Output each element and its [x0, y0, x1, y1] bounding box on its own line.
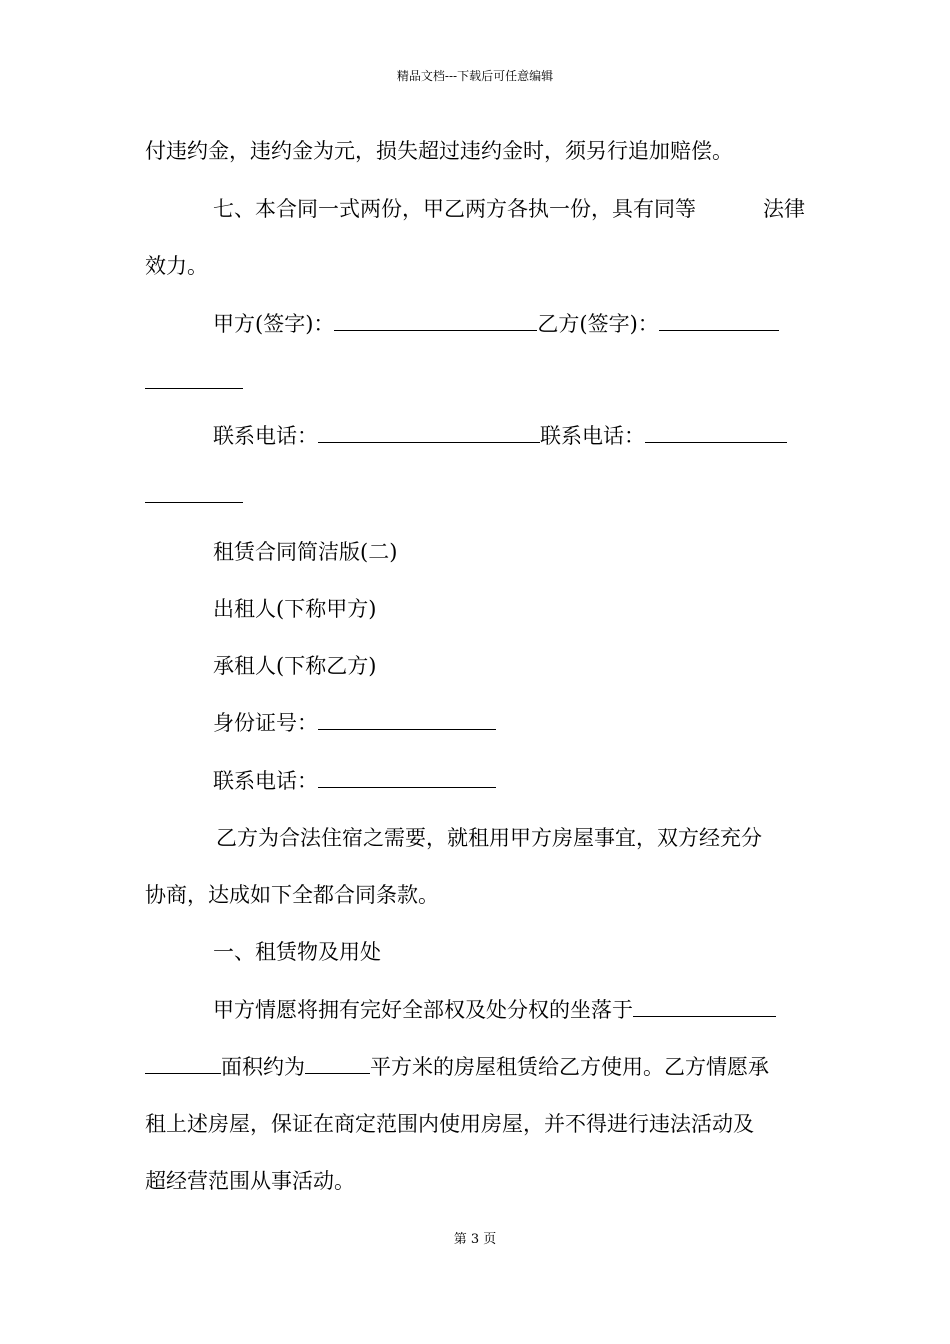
location-blank-cont	[145, 1052, 221, 1074]
usage-line: 租上述房屋，保证在商定范围内使用房屋，并不得进行违法活动及	[145, 1112, 754, 1136]
signature-blank-b-cont	[145, 388, 243, 389]
id-number-blank	[318, 708, 496, 730]
usage-line-cont: 超经营范围从事活动。	[145, 1169, 355, 1193]
area-blank	[305, 1052, 370, 1074]
phone-label-b: 联系电话：	[540, 424, 645, 448]
lessor-line: 出租人(下称甲方)	[213, 597, 377, 621]
id-number-label: 身份证号：	[213, 711, 318, 735]
signature-label-a: 甲方(签字)：	[213, 312, 335, 336]
paragraph-text: 付违约金，违约金为元，损失超过违约金时，须另行追加赔偿。	[145, 139, 733, 163]
location-line	[213, 995, 776, 1025]
page-number: 第 3 页	[453, 1232, 497, 1247]
paragraph-copies-cont: 效力。	[145, 254, 208, 278]
signature-blank-b	[659, 309, 779, 331]
phone-blank-a	[318, 421, 540, 443]
paragraph-penalty	[145, 136, 805, 166]
contact-phone-blank	[318, 766, 496, 788]
paragraph-text-end: 法律	[763, 197, 805, 221]
area-label: 面积约为	[221, 1055, 305, 1079]
intro-paragraph-cont: 协商，达成如下全都合同条款。	[145, 883, 439, 907]
signature-line	[213, 309, 779, 339]
id-number-line	[213, 708, 496, 738]
intro-paragraph	[216, 823, 806, 853]
location-blank	[633, 995, 776, 1017]
lessee-line: 承租人(下称乙方)	[213, 654, 377, 678]
section-title: 租赁合同简洁版(二)	[213, 540, 398, 564]
contact-phone-line	[213, 766, 496, 796]
signature-blank-a	[334, 309, 537, 331]
intro-text: 乙方为合法住宿之需要，就租用甲方房屋事宜，双方经充分	[216, 826, 762, 850]
area-line	[145, 1052, 769, 1082]
area-text: 平方米的房屋租赁给乙方使用。乙方情愿承	[370, 1055, 769, 1079]
page-header: 精品文档---下载后可任意编辑	[396, 69, 554, 83]
location-text: 甲方情愿将拥有完好全部权及处分权的坐落于	[213, 998, 633, 1022]
signature-label-b: 乙方(签字)：	[537, 312, 659, 336]
phone-blank-b	[645, 421, 787, 443]
paragraph-text: 七、本合同一式两份，甲乙两方各执一份，具有同等	[213, 197, 696, 221]
section-heading-1: 一、租赁物及用处	[213, 940, 381, 964]
phone-line	[213, 421, 787, 451]
contact-phone-label: 联系电话：	[213, 769, 318, 793]
phone-blank-b-cont	[145, 502, 243, 503]
phone-label-a: 联系电话：	[213, 424, 318, 448]
paragraph-copies	[213, 194, 805, 224]
